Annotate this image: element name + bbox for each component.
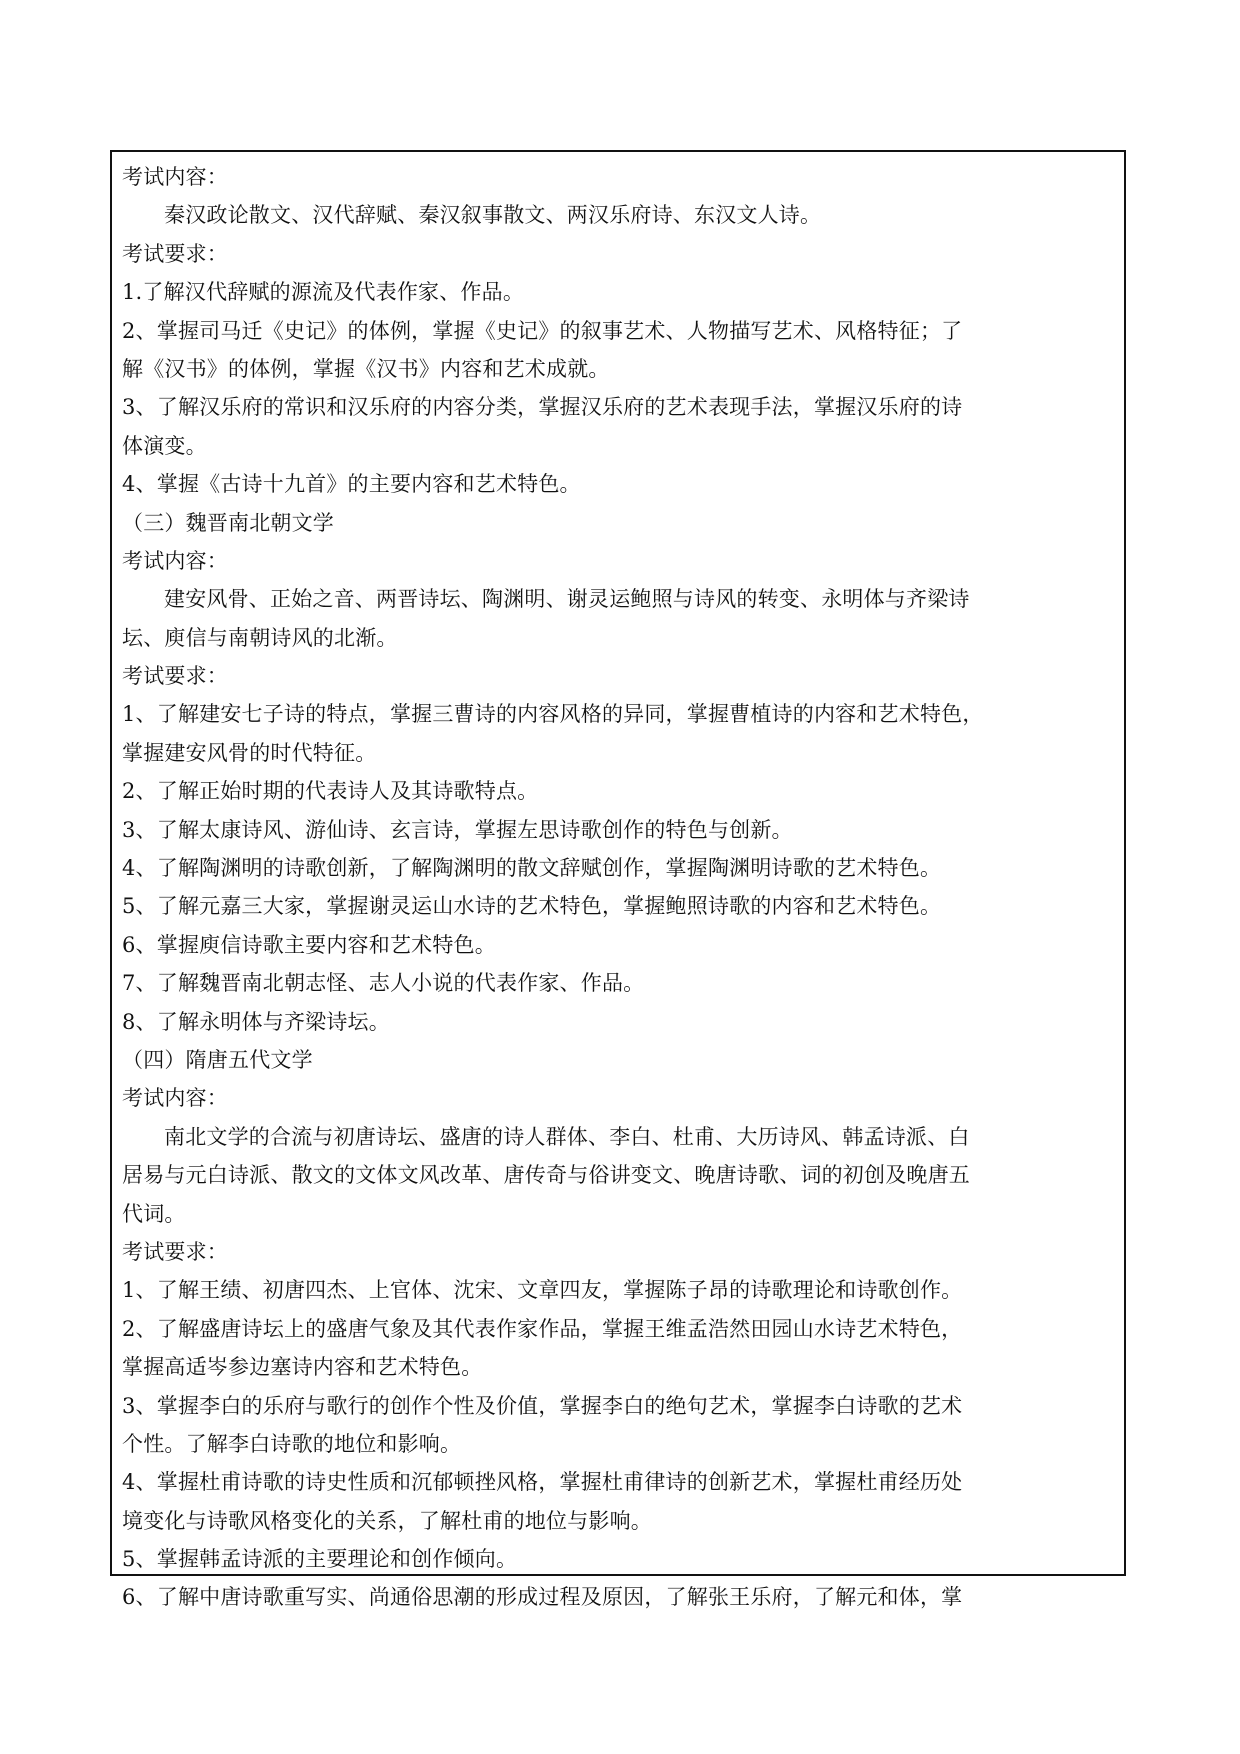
text-line: （三）魏晋南北朝文学	[122, 510, 334, 535]
text-line: 5、了解元嘉三大家，掌握谢灵运山水诗的艺术特色，掌握鲍照诗歌的内容和艺术特色。	[122, 894, 942, 919]
text-line: 秦汉政论散文、汉代辞赋、秦汉叙事散文、两汉乐府诗、东汉文人诗。	[164, 203, 822, 228]
text-line: 考试内容：	[122, 165, 228, 189]
text-line: 居易与元白诗派、散文的文体文风改革、唐传奇与俗讲变文、晚唐诗歌、词的初创及晚唐五	[122, 1163, 970, 1188]
text-line: （四）隋唐五代文学	[122, 1047, 313, 1072]
text-line: 2、掌握司马迁《史记》的体例，掌握《史记》的叙事艺术、人物描写艺术、风格特征；了	[122, 318, 963, 343]
text-line: 个性。了解李白诗歌的地位和影响。	[122, 1431, 462, 1456]
text-line: 代词。	[122, 1201, 186, 1226]
text-line: 3、掌握李白的乐府与歌行的创作个性及价值，掌握李白的绝句艺术，掌握李白诗歌的艺术	[122, 1393, 963, 1418]
text-line: 4、掌握杜甫诗歌的诗史性质和沉郁顿挫风格，掌握杜甫律诗的创新艺术，掌握杜甫经历处	[122, 1470, 963, 1495]
document-body	[122, 158, 1114, 1617]
text-line: 8、了解永明体与齐梁诗坛。	[122, 1009, 390, 1034]
text-line: 5、掌握韩孟诗派的主要理论和创作倾向。	[122, 1547, 518, 1572]
text-line: 1、了解王绩、初唐四杰、上官体、沈宋、文章四友，掌握陈子昂的诗歌理论和诗歌创作。	[122, 1278, 963, 1303]
text-line: 境变化与诗歌风格变化的关系，了解杜甫的地位与影响。	[122, 1508, 652, 1533]
text-line: 体演变。	[122, 433, 207, 458]
text-line: 2、了解盛唐诗坛上的盛唐气象及其代表作家作品，掌握王维孟浩然田园山水诗艺术特色，	[122, 1316, 963, 1341]
text-line: 6、掌握庾信诗歌主要内容和艺术特色。	[122, 932, 496, 957]
text-line: 6、了解中唐诗歌重写实、尚通俗思潮的形成过程及原因，了解张王乐府，了解元和体，掌	[122, 1585, 963, 1610]
text-line: 考试内容：	[122, 548, 228, 573]
text-line: 2、了解正始时期的代表诗人及其诗歌特点。	[122, 779, 539, 804]
text-line: 建安风骨、正始之音、两晋诗坛、陶渊明、谢灵运鲍照与诗风的转变、永明体与齐梁诗	[164, 587, 970, 612]
text-line: 掌握建安风骨的时代特征。	[122, 740, 377, 765]
text-line: 考试内容：	[122, 1086, 228, 1111]
text-line: 南北文学的合流与初唐诗坛、盛唐的诗人群体、李白、杜甫、大历诗风、韩孟诗派、白	[164, 1124, 970, 1149]
text-line: 3、了解太康诗风、游仙诗、玄言诗，掌握左思诗歌创作的特色与创新。	[122, 817, 793, 842]
content-table-frame	[110, 150, 1126, 1610]
text-line: 4、了解陶渊明的诗歌创新，了解陶渊明的散文辞赋创作，掌握陶渊明诗歌的艺术特色。	[122, 856, 942, 881]
text-line: 考试要求：	[122, 1239, 228, 1264]
text-line: 7、了解魏晋南北朝志怪、志人小说的代表作家、作品。	[122, 971, 645, 996]
text-line: 3、了解汉乐府的常识和汉乐府的内容分类，掌握汉乐府的艺术表现手法，掌握汉乐府的诗	[122, 395, 963, 420]
text-line: 1.了解汉代辞赋的源流及代表作家、作品。	[122, 280, 525, 305]
text-line: 考试要求：	[122, 241, 228, 266]
text-line: 掌握高适岑参边塞诗内容和艺术特色。	[122, 1355, 483, 1380]
text-line: 4、掌握《古诗十九首》的主要内容和艺术特色。	[122, 472, 581, 497]
text-line: 解《汉书》的体例，掌握《汉书》内容和艺术成就。	[122, 356, 610, 381]
text-line: 1、了解建安七子诗的特点，掌握三曹诗的内容风格的异同，掌握曹植诗的内容和艺术特色，	[122, 702, 984, 727]
text-line: 坛、庾信与南朝诗风的北渐。	[122, 625, 398, 650]
text-line: 考试要求：	[122, 664, 228, 689]
